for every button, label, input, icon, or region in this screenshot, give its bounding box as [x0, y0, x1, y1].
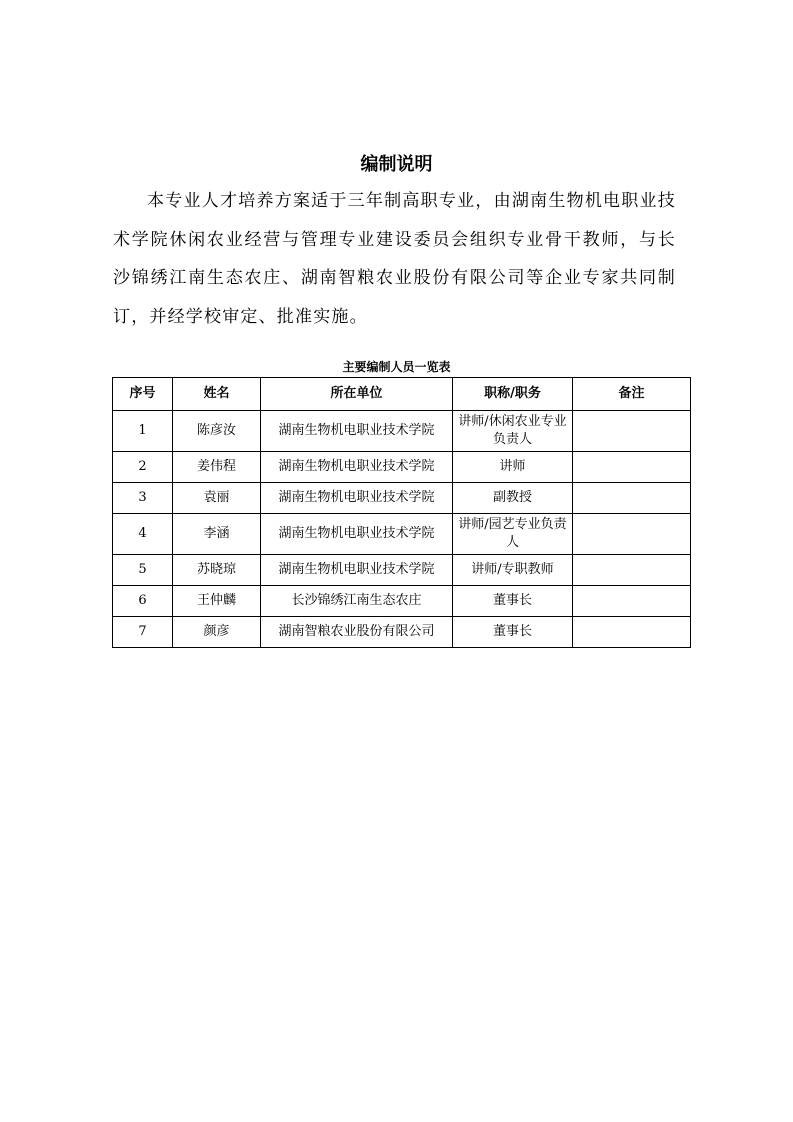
table-row: [113, 483, 691, 514]
cell-name: 颜彦: [173, 617, 261, 648]
table-row: [113, 617, 691, 648]
cell-remark: [573, 483, 691, 514]
cell-name: 王仲麟: [173, 586, 261, 617]
cell-index: 1: [113, 411, 173, 452]
table-caption: 主要编制人员一览表: [342, 360, 451, 374]
table-header-row: [113, 378, 691, 411]
cell-unit: 湖南生物机电职业技术学院: [261, 514, 453, 555]
cell-index: 7: [113, 617, 173, 648]
document-title: 编制说明: [360, 154, 433, 175]
cell-unit: 湖南生物机电职业技术学院: [261, 411, 453, 452]
cell-index: 2: [113, 452, 173, 483]
cell-title: 董事长: [453, 617, 573, 648]
table-row: [113, 514, 691, 555]
cell-remark: [573, 452, 691, 483]
cell-name: 苏晓琼: [173, 555, 261, 586]
table-row: [113, 452, 691, 483]
cell-remark: [573, 555, 691, 586]
cell-remark: [573, 617, 691, 648]
cell-title: 讲师/休闲农业专业负责人: [453, 411, 573, 452]
cell-unit: 湖南智粮农业股份有限公司: [261, 617, 453, 648]
cell-index: 3: [113, 483, 173, 514]
cell-index: 5: [113, 555, 173, 586]
cell-remark: [573, 411, 691, 452]
header-index: 序号: [113, 378, 173, 411]
cell-title: 讲师/专职教师: [453, 555, 573, 586]
cell-remark: [573, 514, 691, 555]
cell-unit: 长沙锦绣江南生态农庄: [261, 586, 453, 617]
cell-unit: 湖南生物机电职业技术学院: [261, 483, 453, 514]
cell-index: 4: [113, 514, 173, 555]
header-title: 职称/职务: [453, 378, 573, 411]
table-row: [113, 586, 691, 617]
cell-title: 副教授: [453, 483, 573, 514]
cell-unit: 湖南生物机电职业技术学院: [261, 555, 453, 586]
cell-index: 6: [113, 586, 173, 617]
cell-title: 董事长: [453, 586, 573, 617]
header-remark: 备注: [573, 378, 691, 411]
header-name: 姓名: [173, 378, 261, 411]
cell-name: 李涵: [173, 514, 261, 555]
intro-paragraph-text: 本专业人才培养方案适于三年制高职专业，由湖南生物机电职业技术学院休闲农业经营与管理专业建设委员会组织专业骨干教师，与长沙锦绣江南生态农庄、湖南智粮农业股份有限公司等企业专家共同制订，并经学校审定、批准实施。: [113, 191, 676, 327]
table-row: [113, 411, 691, 452]
header-unit: 所在单位: [261, 378, 453, 411]
intro-paragraph: [113, 182, 676, 336]
cell-name: 姜伟程: [173, 452, 261, 483]
cell-unit: 湖南生物机电职业技术学院: [261, 452, 453, 483]
table-row: [113, 555, 691, 586]
cell-name: 袁丽: [173, 483, 261, 514]
cell-name: 陈彦汝: [173, 411, 261, 452]
cell-title: 讲师/园艺专业负责人: [453, 514, 573, 555]
staff-table: [112, 377, 691, 648]
cell-remark: [573, 586, 691, 617]
cell-title: 讲师: [453, 452, 573, 483]
